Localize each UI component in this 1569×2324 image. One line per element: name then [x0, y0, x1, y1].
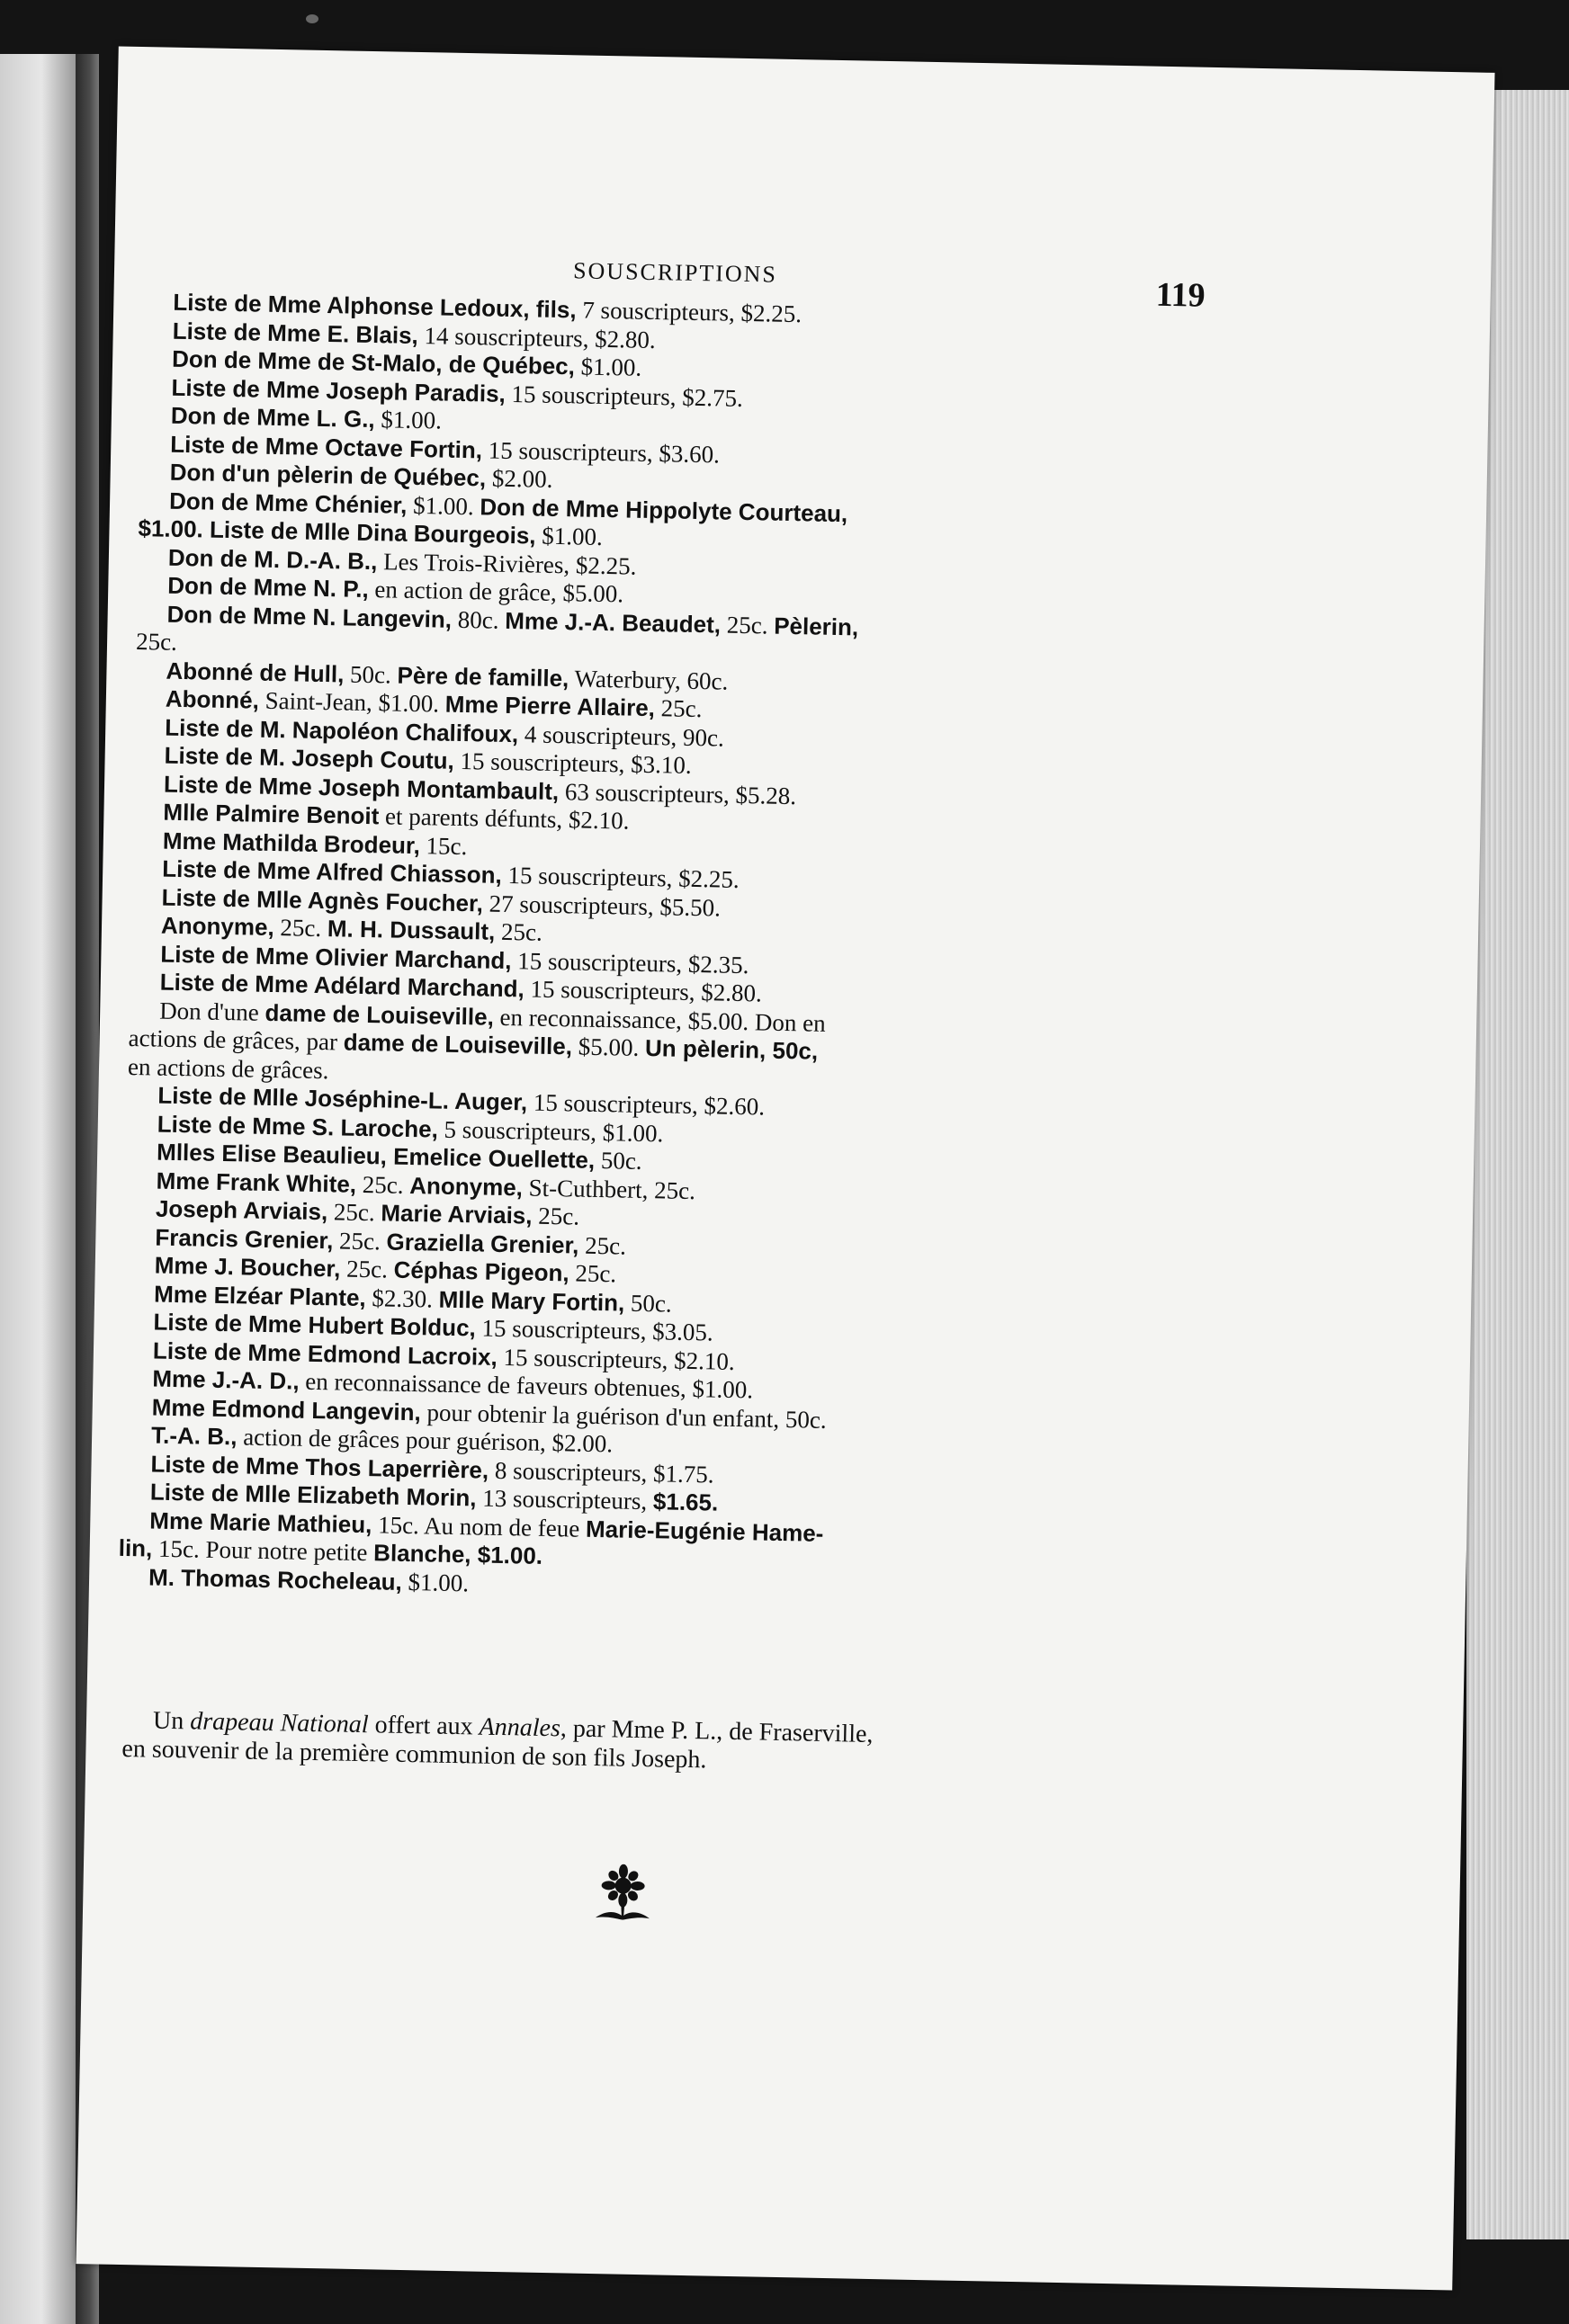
subscriber-name: T.-A. B., — [150, 1421, 238, 1451]
subscription-detail: 15 souscripteurs, $2.75. — [505, 380, 744, 412]
subscription-detail: 25c. — [327, 1198, 381, 1227]
subscription-detail: en action de grâce, $5.00. — [368, 575, 624, 608]
subscription-detail: Les Trois-Rivières, $2.25. — [377, 547, 637, 580]
subscription-detail: $1.00. — [535, 522, 604, 550]
subscription-detail: $1.00. — [401, 1568, 470, 1596]
subscription-detail: Don d'une — [158, 997, 265, 1026]
subscriber-name: Marie-Eugénie Hame- — [585, 1515, 824, 1547]
subscription-detail: 27 souscripteurs, $5.50. — [482, 889, 722, 922]
subscription-detail: 5 souscripteurs, $1.00. — [437, 1115, 664, 1147]
subscription-detail: $1.00. — [374, 406, 443, 434]
subscription-detail: 4 souscripteurs, 90c. — [517, 720, 725, 752]
subscription-detail: 15 souscripteurs, $3.60. — [481, 435, 721, 468]
subscriber-name: Père de famille, — [397, 661, 569, 692]
subscriber-name: $1.00. Liste de Mlle Dina Bourgeois, — [138, 514, 536, 550]
subscription-detail: 25c. — [532, 1202, 580, 1230]
subscription-detail: $1.00. — [574, 353, 642, 381]
subscription-detail: 63 souscripteurs, $5.28. — [558, 777, 797, 809]
subscription-detail: Saint-Jean, $1.00. — [258, 686, 446, 718]
subscription-detail: action de grâces pour guérison, $2.00. — [237, 1423, 614, 1458]
subscription-detail: 25c. — [569, 1259, 617, 1288]
subscriber-name: M. Thomas Rocheleau, — [148, 1562, 403, 1596]
subscriber-name: dame de Louiseville, — [343, 1028, 573, 1060]
subscriber-name: Liste de Mlle Elizabeth Morin, — [149, 1478, 477, 1512]
subscription-detail: en reconnaissance de faveurs obtenues, $1.00. — [299, 1367, 754, 1404]
subscriber-name: Liste de Mme Edmond Lacroix, — [152, 1336, 498, 1371]
subscriber-name: Joseph Arviais, — [155, 1194, 328, 1226]
subscription-detail: 25c. — [333, 1226, 387, 1255]
closing-text: Un — [152, 1706, 191, 1736]
subscription-detail: actions de grâces, par — [128, 1023, 345, 1056]
closing-line-2: en souvenir de la première communion de son fils Joseph. — [121, 1734, 707, 1774]
subscriber-name: Mme Edmond Langevin, — [151, 1393, 422, 1426]
subscription-detail: 15c. Au nom de feue — [372, 1510, 587, 1542]
subscriber-name: Mme Mathilda Brodeur, — [162, 827, 421, 859]
subscription-detail: $5.00. — [571, 1032, 646, 1061]
subscriber-name: Mme J.-A. D., — [152, 1364, 300, 1395]
subscriber-name: Marie Arviais, — [381, 1199, 533, 1229]
subscriber-name: Mme J. Boucher, — [154, 1251, 341, 1283]
subscriber-name: M. H. Dussault, — [327, 915, 496, 945]
subscription-detail: 25c. — [340, 1255, 394, 1283]
subscriber-name: Mlles Elise Beaulieu, Emelice Ouellette, — [156, 1138, 596, 1174]
subscriber-name: Liste de M. Napoléon Chalifoux, — [165, 713, 519, 747]
subscription-detail: 15 souscripteurs, $3.05. — [475, 1314, 714, 1346]
subscriber-name: Liste de Mme Alphonse Ledoux, fils, — [173, 288, 577, 324]
subscription-detail: $2.00. — [485, 464, 553, 493]
flower-ornament-icon — [587, 1864, 659, 1928]
subscription-detail: 15 souscripteurs, $2.80. — [524, 975, 763, 1007]
subscriber-name: Mme Elzéar Plante, — [153, 1280, 366, 1311]
subscriber-name: Liste de Mme Octave Fortin, — [170, 430, 483, 463]
subscriber-name: Abonné, — [165, 684, 260, 714]
subscriber-name: Liste de M. Joseph Coutu, — [164, 741, 455, 774]
subscription-detail: St-Cuthbert, 25c. — [522, 1173, 696, 1204]
subscription-detail: $1.00. — [407, 491, 480, 520]
subscriber-name: Mlle Mary Fortin, — [438, 1285, 625, 1317]
subscription-detail: 15 souscripteurs, $2.60. — [526, 1088, 766, 1121]
subscriber-name: Don de Mme N. Langevin, — [166, 600, 453, 633]
subscription-detail: 50c. — [623, 1289, 672, 1318]
running-head: SOUSCRIPTIONS — [572, 257, 778, 288]
subscriber-name: Mme Marie Mathieu, — [149, 1506, 372, 1538]
subscriber-name: Don d'un pèlerin de Québec, — [169, 458, 487, 492]
subscriber-name: Don de M. D.-A. B., — [167, 543, 378, 575]
subscriber-name: Francis Grenier, — [155, 1223, 334, 1254]
subscription-detail: 15 souscripteurs, $3.10. — [453, 746, 692, 779]
subscriber-name: Liste de Mme S. Laroche, — [157, 1110, 439, 1143]
subscription-detail: 25c. — [494, 917, 543, 946]
subscription-detail: en actions de grâces. — [127, 1052, 329, 1084]
subscription-detail: 15 souscripteurs, $2.25. — [501, 861, 740, 893]
subscriber-name: Liste de Mlle Agnès Foucher, — [161, 883, 484, 916]
subscriber-name: Liste de Mme Joseph Montambault, — [163, 770, 560, 805]
subscriber-name: Don de Mme Hippolyte Courteau, — [480, 492, 848, 527]
subscriber-name: Liste de Mme Thos Laperrière, — [150, 1450, 489, 1484]
closing-text: offert aux — [368, 1711, 480, 1741]
subscriber-name: Mlle Palmire Benoit — [163, 798, 380, 830]
subscription-list — [118, 288, 1187, 1611]
subscription-detail: 25c. — [654, 694, 703, 723]
left-page-edge — [0, 54, 76, 2324]
closing-italic: Annales — [479, 1712, 561, 1743]
subscriber-name: Liste de Mme Hubert Bolduc, — [153, 1308, 477, 1342]
subscriber-name: Céphas Pigeon, — [393, 1256, 569, 1287]
subscription-detail: 25c. — [578, 1231, 627, 1260]
scan-speck — [306, 14, 318, 23]
subscriber-name: Un pèlerin, 50c, — [644, 1033, 819, 1065]
subscription-detail: 50c. — [344, 659, 398, 689]
subscriber-name: Blanche, $1.00. — [372, 1539, 543, 1569]
subscription-detail: pour obtenir la guérison d'un enfant, 50c. — [420, 1398, 827, 1434]
subscriber-name: dame de Louiseville, — [264, 998, 495, 1031]
closing-italic: drapeau National — [190, 1707, 369, 1739]
subscriber-name: Liste de Mme Olivier Marchand, — [160, 940, 512, 974]
subscriber-name: Abonné de Hull, — [166, 657, 345, 687]
subscriber-name: Liste de Mme E. Blais, — [172, 317, 419, 349]
closing-paragraph — [121, 1706, 1157, 1783]
subscriber-name: Anonyme, — [160, 911, 275, 942]
subscriber-name: Liste de Mme Adélard Marchand, — [159, 968, 525, 1003]
subscription-detail: $2.30. — [365, 1283, 439, 1313]
subscription-detail: 13 souscripteurs, — [476, 1484, 654, 1515]
subscription-detail: 25c. — [273, 914, 328, 943]
subscription-detail: 15 souscripteurs, $2.10. — [497, 1343, 736, 1375]
subscription-detail: 25c. — [355, 1170, 410, 1199]
subscriber-name: Don de Mme L. G., — [170, 401, 375, 434]
subscriber-name: Mme Pierre Allaire, — [444, 690, 656, 722]
subscriber-name: Liste de Mme Joseph Paradis, — [171, 373, 507, 407]
book-page — [76, 47, 1494, 2291]
subscriber-name: Don de Mme N. P., — [167, 571, 370, 603]
subscriber-name: Anonyme, — [408, 1171, 524, 1201]
subscriber-name: Pèlerin, — [773, 612, 859, 640]
subscription-detail: 25c. — [135, 628, 178, 656]
subscription-detail: 15 souscripteurs, $2.35. — [511, 946, 749, 979]
subscription-detail: 8 souscripteurs, $1.75. — [488, 1456, 714, 1488]
closing-text: , par Mme P. L., de Fraserville, — [560, 1714, 874, 1748]
subscription-detail: 15c. — [419, 831, 468, 860]
subscriber-name: $1.65. — [652, 1488, 719, 1516]
subscription-detail: 7 souscripteurs, $2.25. — [576, 296, 802, 328]
subscription-detail: 50c. — [594, 1146, 642, 1175]
subscription-detail: 80c. — [451, 605, 506, 634]
page-number: 119 — [1155, 275, 1206, 315]
subscription-detail: et parents défunts, $2.10. — [378, 802, 630, 835]
subscriber-name: Mme Frank White, — [156, 1166, 357, 1198]
subscription-detail: 14 souscripteurs, $2.80. — [417, 321, 657, 353]
subscription-detail: en reconnaissance, $5.00. Don en — [493, 1003, 826, 1037]
subscriber-name: Mme J.-A. Beaudet, — [504, 606, 722, 639]
subscription-detail: 25c. — [720, 611, 775, 639]
subscriber-name: Liste de Mme Alfred Chiasson, — [161, 854, 503, 889]
subscriber-name: Don de Mme Chénier, — [168, 487, 408, 519]
subscriber-name: lin, — [118, 1533, 153, 1562]
subscription-detail: Waterbury, 60c. — [569, 664, 729, 695]
subscriber-name: Graziella Grenier, — [386, 1228, 579, 1259]
subscription-detail: 15c. Pour notre petite — [152, 1534, 374, 1567]
subscriber-name: Liste de Mlle Joséphine-L. Auger, — [157, 1081, 528, 1116]
subscriber-name: Don de Mme de St-Malo, de Québec, — [171, 344, 576, 380]
